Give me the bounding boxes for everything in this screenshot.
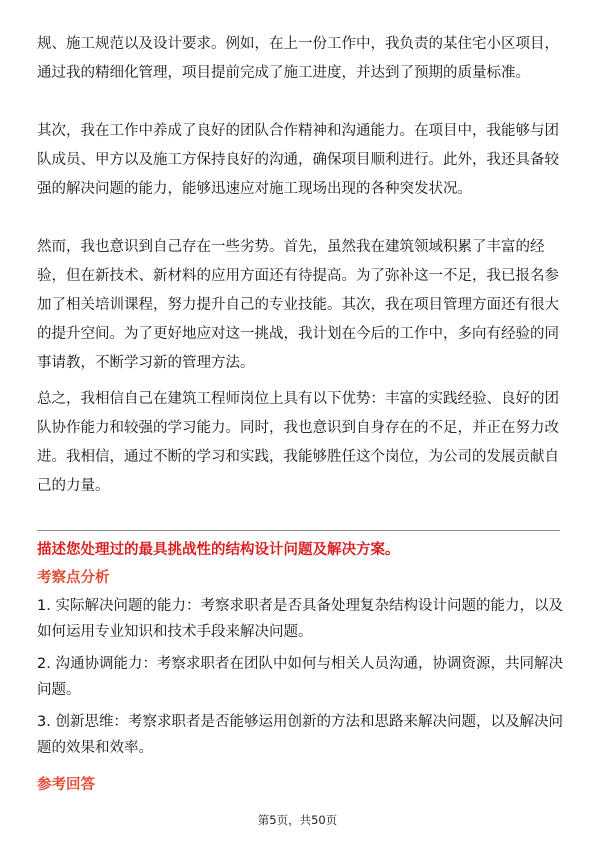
text-line: 进。我相信，通过不断的学习和实践，我能够胜任这个岗位，为公司的发展贡献自 bbox=[37, 449, 559, 465]
paragraph-1 bbox=[37, 30, 567, 88]
answer-heading: 参考回答 bbox=[37, 777, 95, 793]
text-line: 如何运用专业知识和技术手段来解决问题。 bbox=[37, 624, 313, 640]
interview-question: 描述您处理过的最具挑战性的结构设计问题及解决方案。 bbox=[37, 542, 400, 558]
text-line: 事请教，不断学习新的管理方法。 bbox=[37, 355, 255, 371]
analysis-item-1 bbox=[37, 593, 567, 645]
text-line: 验，但在新技术、新材料的应用方面还有待提高。为了弥补这一不足，我已报名参 bbox=[37, 268, 559, 284]
section-divider bbox=[37, 530, 560, 531]
text-line: 规、施工规范以及设计要求。例如，在上一份工作中，我负责的某住宅小区项目， bbox=[37, 36, 559, 52]
text-line: 加了相关培训课程，努力提升自己的专业技能。其次，我在项目管理方面还有很大 bbox=[37, 297, 559, 313]
text-line: 然而，我也意识到自己存在一些劣势。首先，虽然我在建筑领域积累了丰富的经 bbox=[37, 239, 545, 255]
paragraph-3 bbox=[37, 233, 567, 378]
text-line: 3. 创新思维：考察求职者是否能够运用创新的方法和思路来解决问题，以及解决问 bbox=[37, 714, 563, 730]
text-line: 总之，我相信自己在建筑工程师岗位上具有以下优势：丰富的实践经验、良好的团 bbox=[37, 391, 559, 407]
text-line: 2. 沟通协调能力：考察求职者在团队中如何与相关人员沟通，协调资源，共同解决 bbox=[37, 656, 563, 672]
text-line: 己的力量。 bbox=[37, 478, 110, 494]
text-line: 强的解决问题的能力，能够迅速应对施工现场出现的各种突发状况。 bbox=[37, 181, 472, 197]
text-line: 队协作能力和较强的学习能力。同时，我也意识到自身存在的不足，并正在努力改 bbox=[37, 420, 559, 436]
paragraph-4 bbox=[37, 385, 567, 501]
text-line: 1. 实际解决问题的能力：考察求职者是否具备处理复杂结构设计问题的能力，以及 bbox=[37, 598, 563, 614]
text-line: 问题。 bbox=[37, 682, 81, 698]
page-number: 第5页，共50页 bbox=[257, 813, 338, 827]
text-line: 其次，我在工作中养成了良好的团队合作精神和沟通能力。在项目中，我能够与团 bbox=[37, 123, 559, 139]
text-line: 的提升空间。为了更好地应对这一挑战，我计划在今后的工作中，多向有经验的同 bbox=[37, 326, 559, 342]
analysis-item-3 bbox=[37, 709, 567, 761]
text-line: 题的效果和效率。 bbox=[37, 740, 153, 756]
text-line: 队成员、甲方以及施工方保持良好的沟通，确保项目顺利进行。此外，我还具备较 bbox=[37, 152, 559, 168]
analysis-heading: 考察点分析 bbox=[37, 570, 110, 586]
text-line: 通过我的精细化管理，项目提前完成了施工进度，并达到了预期的质量标准。 bbox=[37, 65, 530, 81]
analysis-item-2 bbox=[37, 651, 567, 703]
paragraph-2 bbox=[37, 117, 567, 204]
